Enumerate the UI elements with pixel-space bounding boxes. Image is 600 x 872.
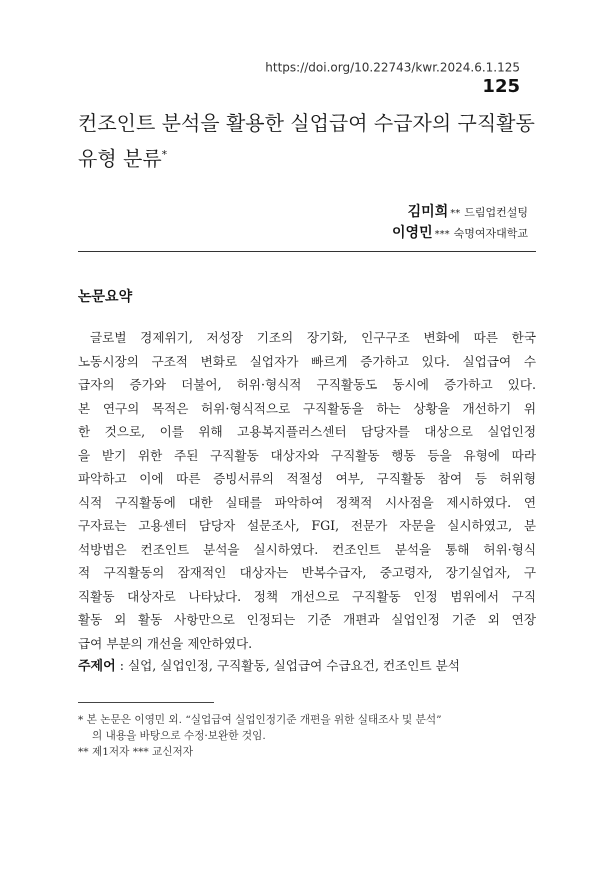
- keywords-text: 실업, 실업인정, 구직활동, 실업급여 수급요건, 컨조인트 분석: [127, 658, 460, 673]
- abstract-line: 본 연구의 목적은 허위·형식적으로 구직활동을 하는 상황을 개선하기 위: [78, 400, 536, 416]
- title-footnote-mark: *: [161, 148, 168, 161]
- abstract-line: 급자의 증가와 더불어, 허위·형식적 구직활동도 동시에 증가하고 있다.: [78, 377, 536, 392]
- footnote-line: * 본 논문은 이영민 외. “실업급여 실업인정기준 개편을 위한 실태조사 및 분석”: [78, 714, 442, 726]
- footnotes: [78, 712, 536, 760]
- page-number: 125: [482, 76, 520, 97]
- abstract-heading: 논문요약: [78, 289, 133, 305]
- keywords-label: 주제어: [78, 659, 116, 674]
- title-line-2-text: 유형 분류: [78, 146, 162, 171]
- header-divider: [78, 251, 536, 252]
- author-name: 이영민: [392, 225, 433, 241]
- abstract-line: 파악하고 이에 따른 증빙서류의 적절성 여부, 구직활동 참여 등 허위형: [78, 471, 536, 486]
- author-mark: ***: [434, 229, 450, 240]
- title-line-2: [78, 139, 538, 175]
- author-2: [392, 221, 528, 242]
- author-1: [392, 200, 528, 221]
- abstract-line: 석방법은 컨조인트 분석을 실시하였다. 컨조인트 분석을 통해 허위·형식: [78, 541, 536, 557]
- keywords-separator: :: [115, 658, 128, 673]
- abstract-line: 식적 구직활동에 대한 실태를 파악하여 정책적 시사점을 제시하였다. 연: [78, 494, 536, 510]
- abstract-line: 직활동 대상자로 나타났다. 정책 개선으로 구직활동 인정 범위에서 구직: [78, 588, 536, 604]
- author-block: [392, 200, 528, 242]
- abstract-line: 급여 부분의 개선을 제안하였다.: [78, 635, 253, 651]
- doi-link[interactable]: https://doi.org/10.22743/kwr.2024.6.1.125: [265, 60, 520, 75]
- paper-title: [78, 108, 538, 175]
- abstract-line: 한 것으로, 이를 위해 고용복지플러스센터 담당자를 대상으로 실업인정: [78, 424, 536, 439]
- author-name: 김미희: [407, 204, 449, 220]
- abstract-line: 을 받기 위한 주된 구직활동 대상자와 구직활동 행동 등을 유형에 따라: [78, 447, 536, 463]
- abstract-line: 노동시장의 구조적 변화로 실업자가 빠르게 증가하고 있다. 실업급여 수: [78, 353, 536, 369]
- title-line-1: 컨조인트 분석을 활용한 실업급여 수급자의 구직활동: [78, 111, 535, 135]
- abstract-line: 적 구직활동의 잠재적인 대상자는 반복수급자, 중고령자, 장기실업자, 구: [78, 565, 536, 580]
- keywords: [78, 655, 536, 674]
- author-mark: **: [450, 208, 461, 219]
- abstract-line: 글로벌 경제위기, 저성장 기조의 장기화, 인구구조 변화에 따른 한국: [90, 330, 536, 345]
- abstract-body: [78, 326, 536, 655]
- footnote-line: ** 제1저자 *** 교신저자: [78, 746, 193, 758]
- author-affiliation: 드림업컨설팅: [464, 206, 528, 219]
- abstract-line: 구자료는 고용센터 담당자 설문조사, FGI, 전문가 자문을 실시하였고, 분: [78, 518, 536, 533]
- abstract-line: 활동 외 활동 사항만으로 인정되는 기준 개편과 실업인정 기준 외 연장: [78, 612, 536, 627]
- running-header: [260, 57, 520, 97]
- footnote-line: 의 내용을 바탕으로 수정·보완한 것임.: [92, 730, 266, 742]
- footnote-divider: [78, 702, 214, 703]
- author-affiliation: 숙명여자대학교: [453, 227, 528, 240]
